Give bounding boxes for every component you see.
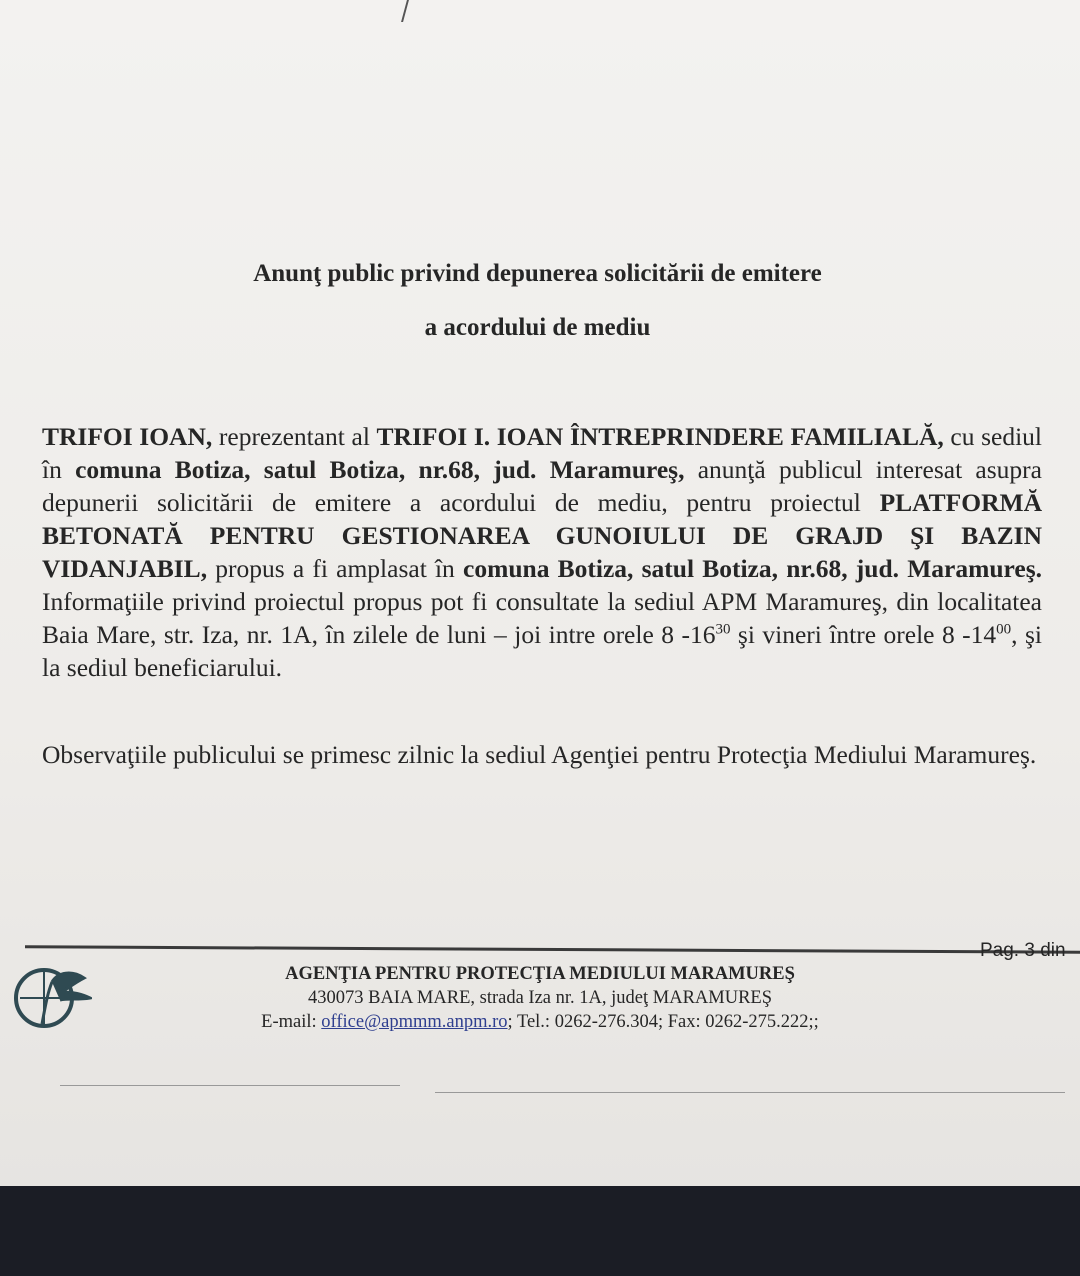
announcement-title-line1: Anunţ public privind depunerea solicitării de emitere	[253, 260, 822, 287]
text: reprezentant al	[212, 422, 377, 451]
announcement-paragraph	[42, 420, 1042, 684]
time-minutes: 30	[715, 621, 731, 638]
project-name: PLATFORMĂ BETONATĂ PENTRU GESTIONAREA GUNOIULUI DE GRAJD ŞI BAZIN VIDANJABIL,	[42, 488, 1042, 583]
email-label: E-mail:	[261, 1012, 322, 1032]
text: propus a fi amplasat în	[207, 554, 464, 583]
text: Informaţiile privind proiectul propus pot fi consultate la sediul APM Maramureş, din localitatea Baia Mare, str. Iza, nr. 1A, în zilele de luni – joi intre orele 8 -16	[42, 587, 1042, 649]
footer-address: 430073 BAIA MARE, strada Iza nr. 1A, judeţ MARAMUREŞ	[307, 988, 773, 1008]
text: , şi la sediul beneficiarului.	[42, 620, 1043, 682]
announcement-title-line2: a acordului de mediu	[424, 314, 651, 341]
footer-agency-name: AGENŢIA PENTRU PROTECŢIA MEDIULUI MARAMUREŞ	[285, 964, 795, 984]
page-number: Pag. 3 din	[980, 940, 1066, 961]
footer-contact	[160, 1012, 920, 1033]
applicant-name: TRIFOI IOAN,	[42, 422, 213, 451]
dashed-line	[435, 1092, 1065, 1093]
phone-fax: ; Tel.: 0262-276.304; Fax: 0262-275.222;;	[507, 1012, 819, 1032]
company-name: TRIFOI I. IOAN ÎNTREPRINDERE FAMILIALĂ,	[376, 422, 944, 451]
observations-paragraph: Observaţiile publicului se primesc zilnic la sediul Agenţiei pentru Protecţia Mediului Maramureş.	[42, 740, 1037, 769]
time-minutes: 00	[996, 621, 1012, 638]
text: cu sediul în	[42, 422, 1042, 484]
dashed-line	[60, 1085, 400, 1086]
email-link[interactable]: office@apmmm.anpm.ro	[321, 1012, 508, 1032]
background-surface	[0, 1186, 1080, 1276]
text: anunţă publicul interesat asupra depunerii solicitării de emitere a acordului de mediu, pentru proiectul	[42, 455, 1042, 517]
company-address: comuna Botiza, satul Botiza, nr.68, jud. Maramureş,	[75, 455, 685, 484]
agency-logo-icon	[12, 962, 92, 1030]
text: şi vineri între orele 8 -14	[730, 620, 997, 649]
project-location: comuna Botiza, satul Botiza, nr.68, jud. Maramureş.	[463, 554, 1042, 583]
